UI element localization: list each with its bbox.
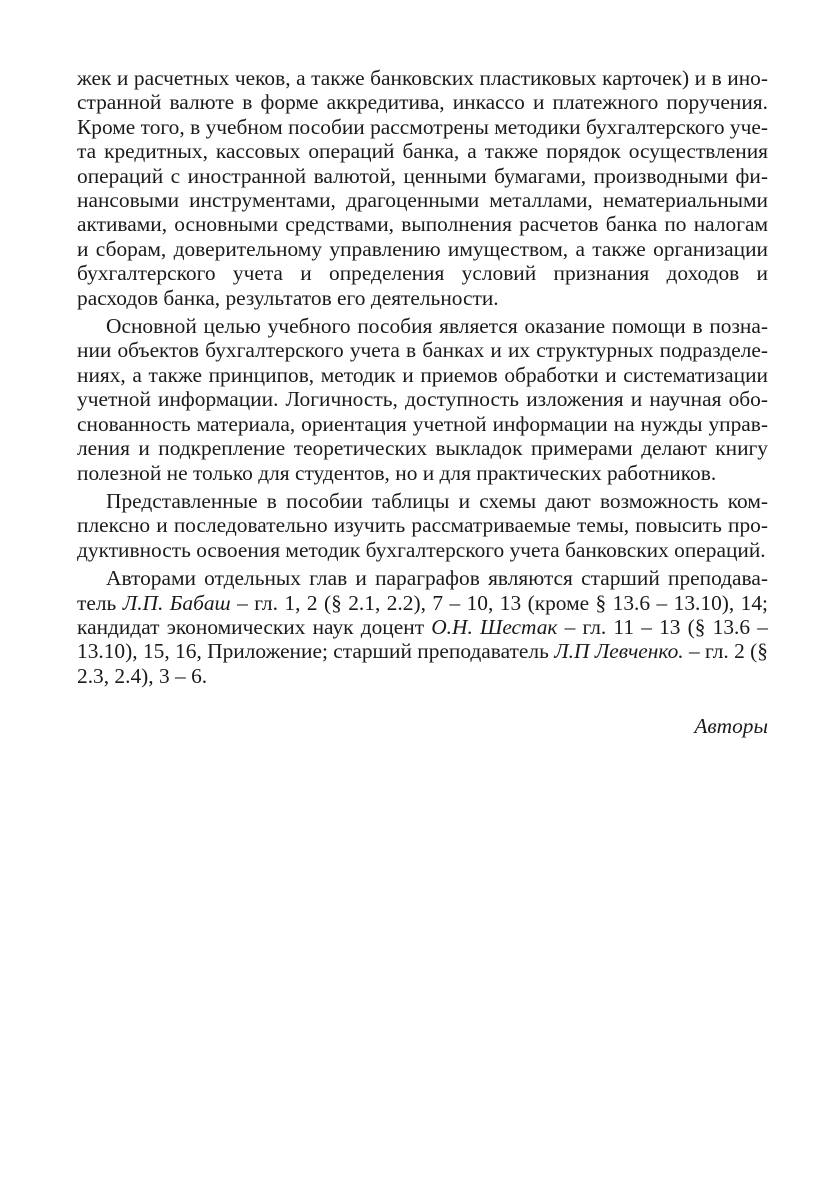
- paragraph-2: Основной целью учебного пособия является оказание помощи в познании объектов бухгалтерского учета в банках и их структурных подразделениях, а также принципов, методик и приемов обработки и систематизации учетной информации. Логичность, доступность изложения и научная обоснованность материала, ориентация учетной информации на нужды управления и подкрепление теоретических выкладок примерами делают книгу полезной не только для студентов, но и для практических работников.: [77, 314, 768, 485]
- paragraph-4-text-2: – гл. 1, 2 (§ 2.1, 2.2), 7 – 10, 13 (кроме § 13.6 – 13.10), 14; кандидат экономических наук доцент: [77, 590, 769, 639]
- author-name-babash: Л.П. Бабаш: [122, 590, 231, 615]
- paragraph-4-text-4: – гл. 2 (§ 2.3, 2.4), 3 – 6.: [77, 639, 768, 688]
- signature: Авторы: [694, 714, 768, 739]
- document-page: [77, 66, 768, 739]
- paragraph-3: Представленные в пособии таблицы и схемы дают возможность комплексно и последовательно изучить рассматриваемые темы, повысить продуктивность освоения методик бухгалтерского учета банковских операций.: [77, 488, 768, 562]
- author-name-shestak: О.Н. Шестак: [431, 614, 558, 639]
- paragraph-4: [77, 566, 768, 688]
- paragraph-1: жек и расчетных чеков, а также банковских пластиковых карточек) и в иностранной валюте в форме аккредитива, инкассо и платежного поручения. Кроме того, в учебном пособии рассмотрены методики бухгалтерского учета кредитных, кассовых операций банка, а также порядок осуществления операций с иностранной валютой, ценными бумагами, производными финансовыми инструментами, драгоценными металлами, нематериальными активами, основными средствами, выполнения расчетов банка по налогам и сборам, доверительному управлению имуществом, а также организации бухгалтерского учета и определения условий признания доходов и расходов банка, результатов его деятельности.: [77, 66, 768, 310]
- author-name-levchenko: Л.П Левченко.: [554, 639, 684, 664]
- paragraph-4-text-3: – гл. 11 – 13 (§ 13.6 – 13.10), 15, 16, Приложение; старший преподаватель: [77, 614, 768, 664]
- paragraph-4-text-1: Авторами отдельных глав и параграфов являются старший преподаватель: [77, 566, 768, 615]
